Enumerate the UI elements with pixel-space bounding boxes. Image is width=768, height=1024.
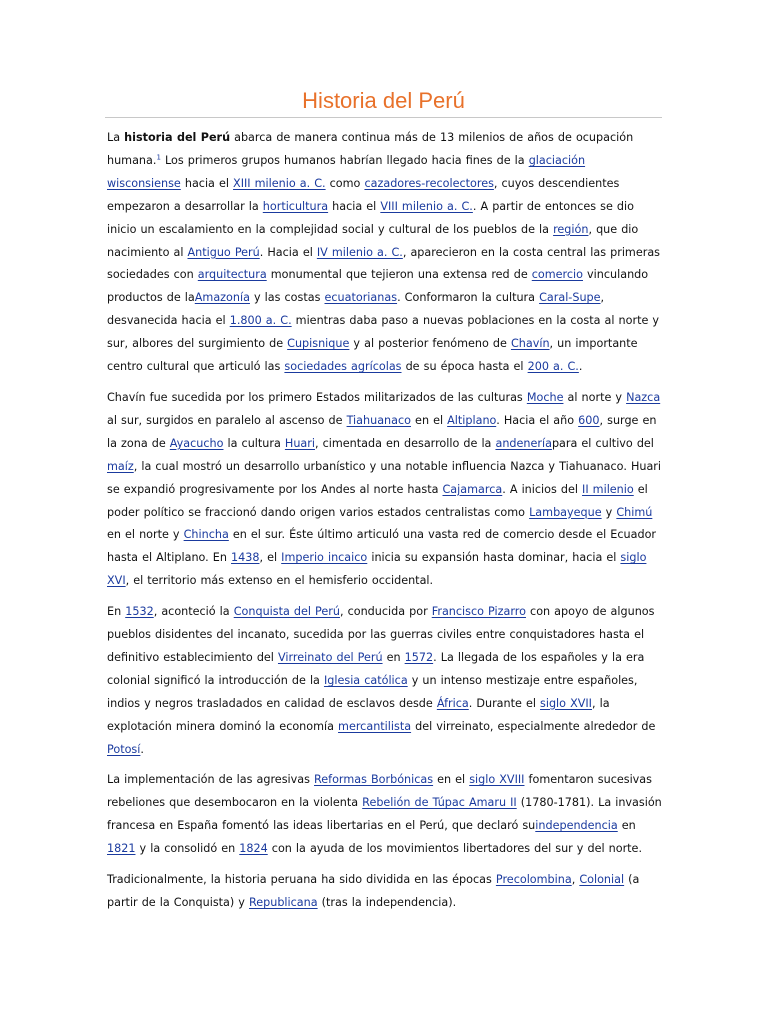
paragraph: [107, 127, 662, 379]
wiki-link[interactable]: siglo XVIII: [469, 773, 525, 787]
text-run: , conducida por: [339, 605, 432, 619]
text-run: de su época hasta el: [401, 360, 528, 374]
text-run: en el norte y: [107, 528, 184, 542]
text-run: en el sur. Éste último articuló una vasta red de comercio desde el Ecuador hasta el Altiplano. En: [107, 528, 657, 565]
text-run: (tras la independencia).: [317, 896, 457, 909]
text-run: Chavín fue sucedida por los primero Estados militarizados de las culturas: [107, 390, 527, 404]
text-run: , el territorio más extenso en el hemisferio occidental.: [125, 574, 434, 588]
wiki-link[interactable]: Cajamarca: [442, 482, 503, 496]
wiki-link[interactable]: Francisco Pizarro: [431, 605, 526, 619]
wiki-link[interactable]: 1532: [125, 605, 154, 619]
wiki-link[interactable]: 600: [578, 413, 600, 427]
text-run: con la ayuda de los movimientos libertadores del sur y del norte.: [267, 842, 642, 856]
text-run: . Durante el: [468, 696, 541, 710]
paragraph: [107, 387, 662, 593]
wiki-link[interactable]: Precolombina: [495, 873, 572, 887]
wiki-link[interactable]: Republicana: [248, 896, 318, 909]
text-run: del virreinato, especialmente alrededor de: [411, 719, 656, 733]
wiki-link[interactable]: Antiguo Perú: [187, 245, 260, 259]
text-run: , surge en la zona de: [107, 413, 657, 450]
text-run: (1780-1781). La invasión francesa en España fomentó las ideas libertarias en el Perú, que declaró su: [107, 796, 662, 833]
wiki-link[interactable]: II milenio: [582, 482, 634, 496]
text-run: como: [325, 176, 365, 190]
wiki-link[interactable]: Cupisnique: [287, 337, 350, 351]
wiki-link[interactable]: Potosí: [107, 742, 141, 756]
text-run: (a partir de la Conquista) y: [107, 873, 640, 909]
wiki-link[interactable]: Lambayeque: [529, 505, 602, 519]
text-run: al sur, surgidos en paralelo al ascenso de: [107, 413, 347, 427]
wiki-link[interactable]: 1821: [107, 842, 136, 856]
text-run: . Hacia el año: [496, 413, 579, 427]
text-run: y las costas: [249, 291, 325, 305]
wiki-link[interactable]: siglo XVI: [107, 551, 647, 588]
page-title: Historia del Perú: [302, 88, 465, 113]
text-run: , la cual mostró un desarrollo urbanístico y una notable influencia Nazca y Tiahuanaco. Huari se expandió progresivamente por los Andes al norte hasta: [107, 459, 662, 496]
wiki-link[interactable]: cazadores-recolectores: [364, 176, 494, 190]
text-run: , la explotación minera dominó la economía: [107, 696, 610, 733]
text-run: .: [140, 742, 144, 756]
wiki-link[interactable]: Caral-Supe: [539, 291, 601, 305]
paragraph: [107, 769, 662, 861]
wiki-link[interactable]: Colonial: [579, 873, 625, 887]
paragraph: [107, 869, 662, 915]
wiki-link[interactable]: comercio: [531, 268, 583, 282]
text-run: . La llegada de los españoles y la era colonial significó la introducción de la: [107, 650, 645, 687]
text-run: y: [601, 505, 617, 519]
text-run: La implementación de las agresivas: [107, 773, 314, 787]
wiki-link[interactable]: 1.800 a. C.: [229, 314, 292, 328]
text-run: en el: [433, 773, 470, 787]
text-run: hacia el: [180, 176, 234, 190]
wiki-link[interactable]: Rebelión de Túpac Amaru II: [362, 796, 517, 810]
wiki-link[interactable]: ecuatorianas: [324, 291, 398, 305]
wiki-link[interactable]: 1824: [239, 842, 268, 856]
wiki-link[interactable]: 1572: [404, 650, 434, 664]
text-run: mientras daba paso a nuevas poblaciones en la costa al norte y sur, albores del surgimiento de: [107, 314, 660, 351]
wiki-link[interactable]: Chavín: [510, 337, 550, 351]
wiki-link[interactable]: 200 a. C.: [527, 360, 579, 374]
wiki-link[interactable]: arquitectura: [197, 268, 267, 282]
text-run: . Hacia el: [259, 245, 317, 259]
bold-term: historia del Perú: [124, 131, 231, 144]
wiki-link[interactable]: Chimú: [616, 505, 653, 519]
text-run: vinculando productos de la: [107, 268, 649, 305]
text-run: para el cultivo del: [551, 436, 654, 450]
wiki-link[interactable]: Tiahuanaco: [346, 413, 411, 427]
article-body: [107, 127, 662, 923]
text-run: fomentaron sucesivas rebeliones que desembocaron en la violenta: [107, 773, 652, 810]
text-run: , el: [259, 551, 282, 565]
wiki-link[interactable]: Huari: [284, 436, 315, 450]
wiki-link[interactable]: siglo XVII: [540, 696, 592, 710]
wiki-link[interactable]: glaciación wisconsiense: [107, 153, 586, 190]
text-run: la cultura: [223, 436, 285, 450]
text-run: , que dio nacimiento al: [107, 222, 639, 259]
text-run: al norte y: [563, 390, 627, 404]
text-run: , desvanecida hacia el: [107, 291, 605, 328]
wiki-link[interactable]: Iglesia católica: [323, 673, 408, 687]
text-run: En: [107, 605, 126, 619]
text-run: Tradicionalmente, la historia peruana ha sido dividida en las épocas: [107, 873, 496, 887]
wiki-link[interactable]: Moche: [526, 390, 564, 404]
text-run: , un importante centro cultural que articuló las: [107, 337, 638, 374]
wiki-link[interactable]: Chincha: [183, 528, 229, 542]
text-run: en el: [411, 413, 448, 427]
wiki-link[interactable]: Imperio incaico: [281, 551, 368, 565]
text-run: inicia su expansión hasta dominar, hacia el: [367, 551, 621, 565]
text-run: .: [578, 360, 583, 374]
wiki-link[interactable]: mercantilista: [338, 719, 412, 733]
text-run: en: [382, 650, 405, 664]
text-run: abarca de manera continua más de 13 milenios de años de ocupación humana.: [107, 131, 634, 167]
text-run: monumental que tejieron una extensa red de: [266, 268, 532, 282]
paragraph: [107, 601, 662, 761]
text-run: . Conformaron la cultura: [397, 291, 540, 305]
wiki-link[interactable]: Ayacucho: [169, 436, 224, 450]
text-run: La: [107, 131, 125, 144]
wiki-link[interactable]: Altiplano: [447, 413, 497, 427]
text-run: ,: [571, 873, 580, 887]
text-run: hacia el: [328, 199, 381, 213]
text-run: . A inicios del: [502, 482, 583, 496]
text-run: . A partir de entonces se dio inicio un escalamiento en la complejidad social y cultural de los pueblos de la: [107, 199, 634, 236]
wiki-link[interactable]: Conquista del Perú: [233, 605, 340, 619]
footnote-ref[interactable]: 1: [156, 153, 161, 162]
wiki-link[interactable]: independencia: [535, 819, 618, 833]
text-run: , cuyos descendientes empezaron a desarrollar la: [107, 176, 620, 213]
text-run: , cimentada en desarrollo de la: [314, 436, 496, 450]
wiki-link[interactable]: XIII milenio a. C.: [233, 176, 326, 190]
wiki-link[interactable]: sociedades agrícolas: [284, 360, 402, 374]
text-run: y la consolidó en: [135, 842, 240, 856]
wiki-link[interactable]: andenería: [495, 436, 552, 450]
wiki-link[interactable]: región: [553, 222, 589, 236]
text-run: en: [617, 819, 636, 833]
wiki-link[interactable]: Reformas Borbónicas: [314, 773, 434, 787]
text-run: , aconteció la: [153, 605, 234, 619]
wiki-link[interactable]: horticultura: [262, 199, 329, 213]
text-run: Los primeros grupos humanos habrían llegado hacia fines de la: [160, 153, 529, 167]
wiki-link[interactable]: 1438: [231, 551, 260, 565]
text-run: , aparecieron en la costa central las primeras sociedades con: [107, 245, 661, 282]
text-run: y al posterior fenómeno de: [349, 337, 511, 351]
text-run: el poder político se fraccionó dando origen varios estados centralistas como: [107, 482, 648, 519]
wiki-link[interactable]: Nazca: [626, 390, 661, 404]
title-divider: [105, 117, 662, 118]
text-run: con apoyo de algunos pueblos disidentes del incanato, sucedida por las guerras civiles entre conquistadores hasta el definitivo establecimiento del: [107, 605, 655, 664]
text-run: y un intenso mestizaje entre españoles, indios y negros trasladados en calidad de esclavos desde: [107, 673, 638, 710]
wiki-link[interactable]: maíz: [107, 459, 134, 473]
wiki-link[interactable]: Amazonía: [194, 291, 250, 305]
wiki-link[interactable]: VIII milenio a. C.: [380, 199, 473, 213]
wiki-link[interactable]: África: [436, 696, 469, 710]
wiki-link[interactable]: Virreinato del Perú: [277, 650, 383, 664]
wiki-link[interactable]: IV milenio a. C.: [316, 245, 403, 259]
